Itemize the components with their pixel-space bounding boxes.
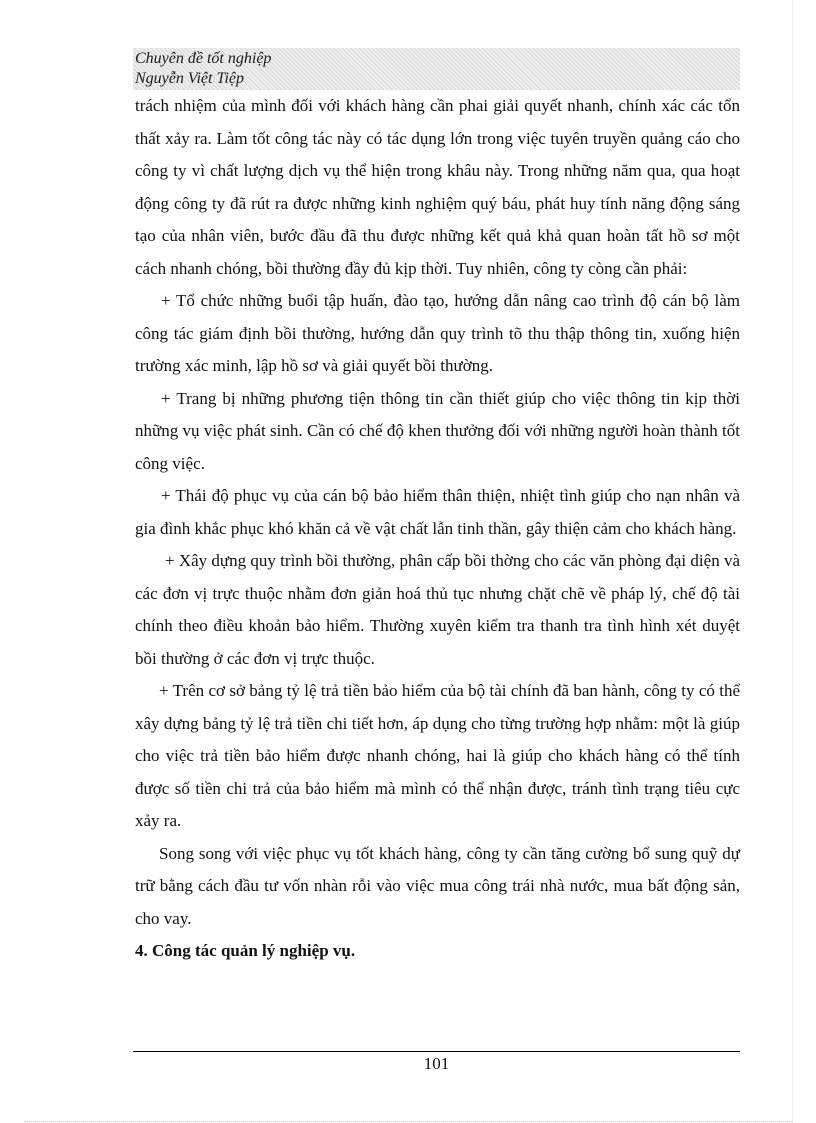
bullet-paragraph-service-attitude: + Thái độ phục vụ của cán bộ bảo hiểm thân thiện, nhiệt tình giúp cho nạn nhân và gia đình khắc phục khó khăn cả về vật chất lẫn tinh thần, gây thiện cảm cho khách hàng. — [135, 486, 740, 538]
page-right-edge — [792, 0, 793, 1123]
paragraph-reserve-fund: Song song với việc phục vụ tốt khách hàng, công ty cần tăng cường bổ sung quỹ dự trữ bằng cách đầu tư vốn nhàn rỗi vào việc mua công trái nhà nước, mua bất động sản, cho vay. — [135, 843, 740, 928]
header-document-title: Chuyên đề tốt nghiệp — [135, 50, 272, 67]
page-body — [135, 90, 740, 968]
page-header — [133, 48, 740, 90]
bullet-paragraph-compensation-process: + Xây dựng quy trình bồi thường, phân cấp bồi thờng cho các văn phòng đại diện và các đơn vị trực thuộc nhằm đơn giản hoá thủ tục nhưng chặt chẽ về pháp lý, chế độ tài chính theo điều khoản bảo hiểm. Thường xuyên kiểm tra thanh tra tình hình xét duyệt bồi thường ở các đơn vị trực thuộc. — [135, 551, 740, 668]
bullet-paragraph-training: + Tổ chức những buổi tập huấn, đào tạo, hướng dẫn nâng cao trình độ cán bộ làm công tác giám định bồi thường, hướng dẫn quy trình tõ thu thập thông tin, xuống hiện trường xác minh, lập hồ sơ và giải quyết bồi thường. — [135, 291, 740, 375]
page-bottom-edge — [24, 1121, 792, 1122]
footer-divider — [133, 1051, 740, 1052]
paragraph-continuation: trách nhiệm của mình đối với khách hàng cần phai giải quyết nhanh, chính xác các tổn thất xảy ra. Làm tốt công tác này có tác dụng lớn trong việc tuyên truyền quảng cáo cho công ty vì chất lượng dịch vụ thể hiện trong khâu này. Trong những năm qua, qua hoạt động công ty đã rút ra được những kinh nghiệm quý báu, phát huy tính năng động sáng tạo của nhân viên, bước đầu đã thu được những kết quả khả quan hoàn tất hồ sơ một cách nhanh chóng, bồi thường đầy đủ kịp thời. Tuy nhiên, công ty còng cần phải: — [135, 96, 740, 278]
header-author-name: Nguyễn Việt Tiệp — [135, 70, 245, 87]
bullet-paragraph-payment-table: + Trên cơ sở bảng tỷ lệ trả tiền bảo hiểm của bộ tài chính đã ban hành, công ty có thể xây dựng bảng tỷ lệ trả tiền chi tiết hơn, áp dụng cho từng trường hợp nhằm: một là giúp cho việc trả tiền bảo hiểm được nhanh chóng, hai là giúp cho khách hàng có thể tính được số tiền chi trả của bảo hiểm mà mình có thể nhận được, tránh tình trạng tiêu cực xảy ra. — [135, 681, 740, 830]
bullet-paragraph-equipment: + Trang bị những phương tiện thông tin cần thiết giúp cho việc thông tin kịp thời những vụ việc phát sinh. Cần có chế độ khen thưởng đối với những người hoàn thành tốt công việc. — [135, 388, 740, 473]
page-number: 101 — [423, 1054, 450, 1073]
section-heading: 4. Công tác quản lý nghiệp vụ. — [135, 941, 356, 960]
